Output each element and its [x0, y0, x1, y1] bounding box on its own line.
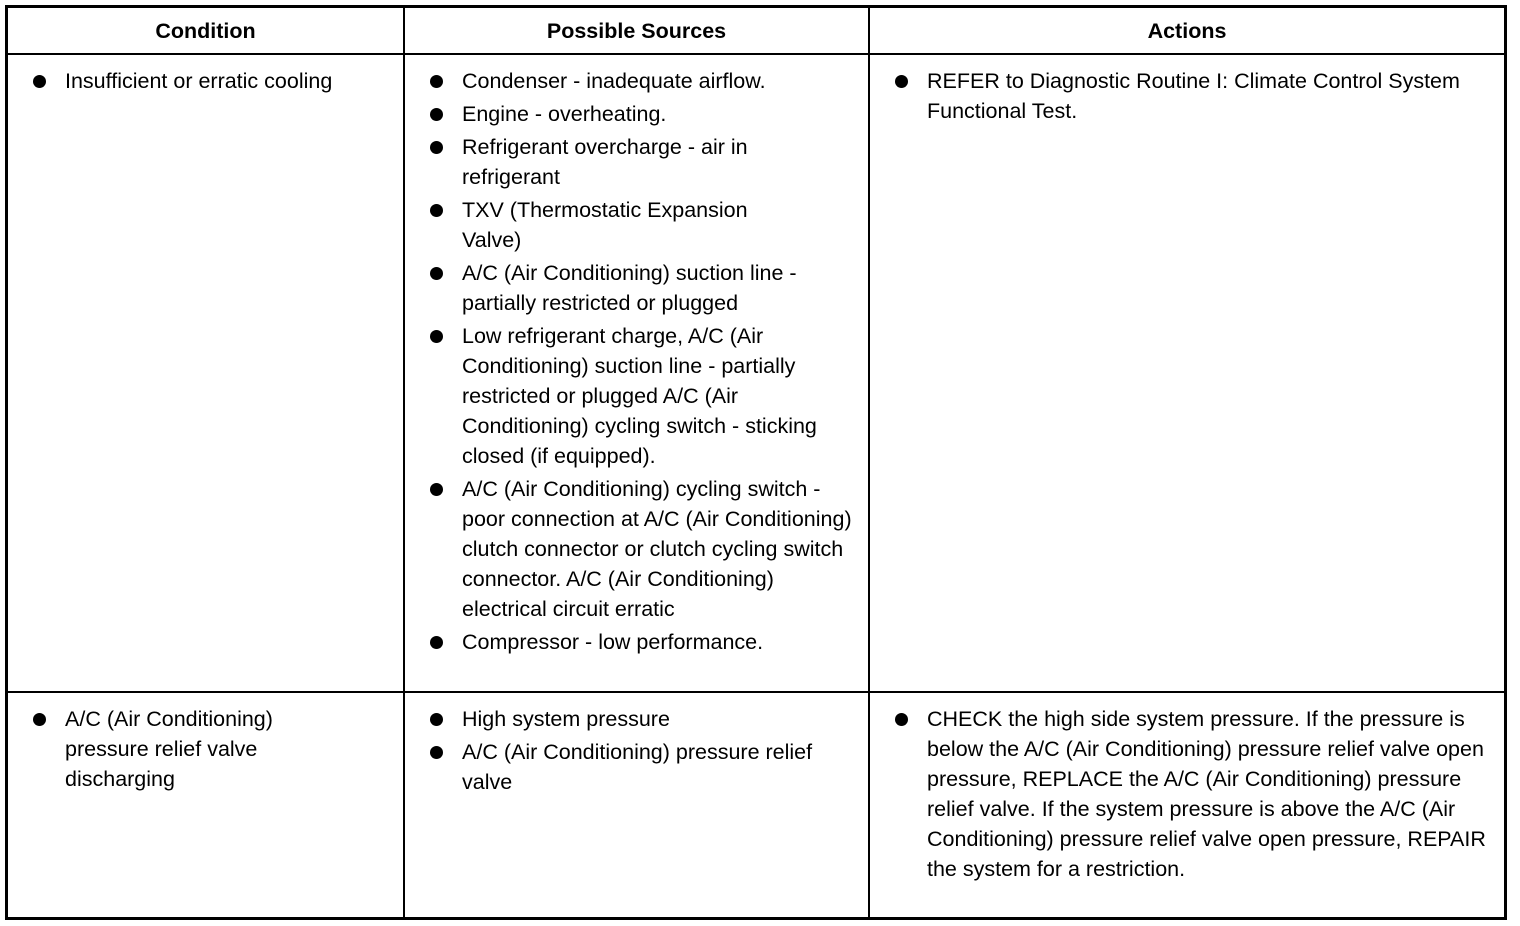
bullet-icon: [430, 75, 443, 88]
bullet-icon: [430, 204, 443, 217]
condition-text: Insufficient or erratic cooling: [65, 69, 333, 93]
row-1-condition-cell: [8, 66, 403, 99]
list-item: [405, 321, 864, 471]
list-item: [405, 474, 864, 624]
list-item: [405, 132, 864, 192]
source-text: Refrigerant overcharge - air in refrigerant: [462, 135, 748, 189]
row-1-actions-cell: [870, 66, 1504, 129]
list-item: [405, 66, 864, 96]
bullet-icon: [895, 75, 908, 88]
list-item: [405, 704, 864, 734]
source-text: A/C (Air Conditioning) cycling switch - poor connection at A/C (Air Conditioning) clutch connector or clutch cycling switch connector. A/C (Air Conditioning) electrical circuit erratic: [462, 477, 852, 621]
list-item: [8, 66, 393, 96]
bullet-icon: [430, 267, 443, 280]
list-item: [405, 99, 864, 129]
bullet-icon: [430, 636, 443, 649]
header-condition: Condition: [155, 18, 256, 43]
header-possible-sources: Possible Sources: [546, 18, 727, 43]
row-2-actions-cell: [870, 704, 1504, 887]
list-item: [870, 66, 1494, 126]
action-text: CHECK the high side system pressure. If the pressure is below the A/C (Air Conditioning) pressure relief valve open pressure, REPLACE the A/C (Air Conditioning) pressure relief valve. If the system pressure is above the A/C (Air Conditioning) pressure relief valve open pressure, REPAIR the system for a restriction.: [927, 707, 1486, 881]
bullet-icon: [430, 141, 443, 154]
row-2-sources-cell: [405, 704, 868, 800]
diagnostic-table: [5, 5, 1507, 920]
source-text: A/C (Air Conditioning) suction line - partially restricted or plugged: [462, 261, 797, 315]
source-text: A/C (Air Conditioning) pressure relief valve: [462, 740, 813, 794]
bullet-icon: [430, 108, 443, 121]
source-text: Engine - overheating.: [462, 102, 667, 126]
row-1-sources-cell: [405, 66, 868, 660]
bullet-icon: [430, 746, 443, 759]
bullet-icon: [33, 713, 46, 726]
row-2-condition-cell: [8, 704, 403, 797]
list-item: [405, 627, 864, 657]
list-item: [405, 737, 864, 797]
source-text: Compressor - low performance.: [462, 630, 764, 654]
bullet-icon: [895, 713, 908, 726]
list-item: [870, 704, 1500, 884]
list-item: [405, 258, 864, 318]
condition-text: A/C (Air Conditioning) pressure relief valve discharging: [65, 707, 273, 791]
list-item: [8, 704, 393, 794]
bullet-icon: [430, 483, 443, 496]
header-actions: Actions: [1147, 18, 1227, 43]
bullet-icon: [430, 713, 443, 726]
source-text: Low refrigerant charge, A/C (Air Conditioning) suction line - partially restricted or plugged A/C (Air Conditioning) cycling switch - sticking closed (if equipped).: [462, 324, 817, 468]
action-text: REFER to Diagnostic Routine I: Climate Control System Functional Test.: [927, 69, 1460, 123]
source-text: Condenser - inadequate airflow.: [462, 69, 766, 93]
list-item: [405, 195, 864, 255]
source-text: High system pressure: [462, 707, 670, 731]
source-text: TXV (Thermostatic Expansion Valve): [462, 198, 748, 252]
row-divider: [8, 691, 1504, 693]
bullet-icon: [430, 330, 443, 343]
bullet-icon: [33, 75, 46, 88]
